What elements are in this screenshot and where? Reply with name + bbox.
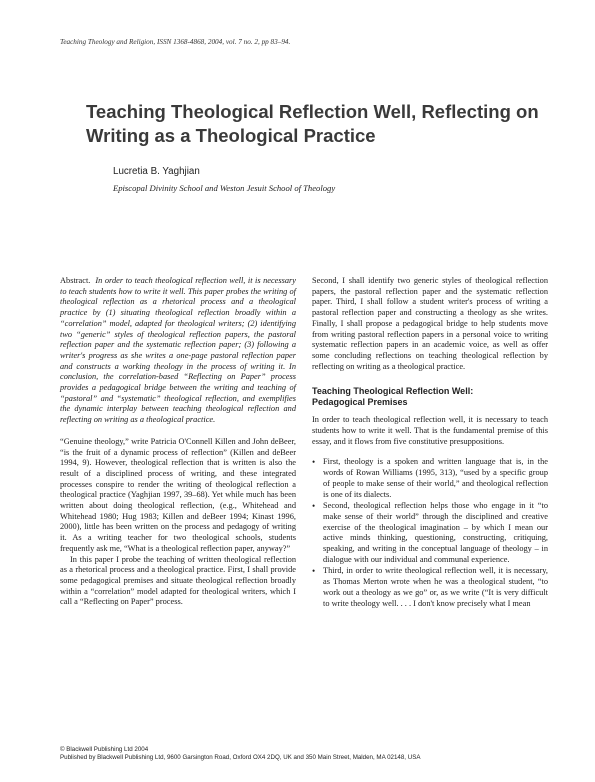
section-heading-line-2: Pedagogical Premises (312, 397, 408, 408)
abstract (60, 276, 296, 426)
journal-citation: Teaching Theology and Religion, ISSN 1368-4868, 2004, vol. 7 no. 2, pp 83–94. (60, 38, 291, 46)
abstract-label: Abstract. (60, 276, 91, 285)
body-paragraph-3: Second, I shall identify two generic styles of theological reflection papers, the pastoral reflection paper and the systematic reflection paper. Third, I shall follow a student writer's process of writing a pastoral reflection paper and constructing a theology as she writes. Finally, I shall propose a pedagogical bridge to help students move from writing pastoral reflection papers in a personal voice to writing systematic reflection papers in an academic voice, as well as offer some concluding reflections on teaching theological reflection by reflecting on writing as a theological practice. (312, 276, 548, 371)
list-item (312, 566, 548, 609)
bullet-icon: • (312, 457, 316, 468)
author-affiliation: Episcopal Divinity School and Weston Jesuit School of Theology (113, 183, 336, 193)
author-name: Lucretia B. Yaghjian (113, 166, 200, 177)
list-item (312, 457, 548, 500)
body-paragraph-2: In this paper I probe the teaching of written theological reflection as a rhetorical process and a theological practice. First, I shall provide some pedagogical premises and situate theological reflection broadly within a “correlation” model adapted for theological writers, which I call a “Reflecting on Paper” process. (60, 554, 296, 607)
bullet-icon: • (312, 566, 316, 577)
right-column (312, 276, 548, 610)
article-title: Teaching Theological Reflection Well, Reflecting on Writing as a Theological Practice (86, 101, 539, 146)
section-heading (312, 386, 548, 408)
list-item (312, 501, 548, 565)
left-column (60, 276, 296, 608)
body-paragraph-1: “Genuine theology,” write Patricia O'Connell Killen and John deBeer, “is the fruit of a dynamic process of reflection” (Killen and deBeer 1994, 9). However, theological reflection that is written is also the result of a disciplined process of writing, and these integrated processes conspire to render the writing of theological reflection a theological practice (Yaghjian 1997, 39–68). Yet while much has been written about doing theological reflection, (e.g., Whitehead and Whitehead 1980; Hug 1983; Killen and deBeer 1994; Kinast 1996, 2000), little has been written on the process and pedagogy of writing it. As a writing teacher for two theological schools, students frequently ask me, “What is a theological reflection paper, anyway?” (60, 436, 296, 553)
premises-list (312, 457, 548, 609)
section-heading-line-1: Teaching Theological Reflection Well: (312, 386, 474, 397)
body-paragraph-4: In order to teach theological reflection well, it is necessary to teach students how to write it well. That is the fundamental premise of this essay, and it flows from five constitutive presuppositions. (312, 415, 548, 446)
list-item-text: Second, theological reflection helps those who engage in it “to make sense of their world” through the disciplined and creative exercise of the theological imagination – by which I mean our active minds thinking, questioning, constructing, critiquing, speaking, and writing in the conceptual language of theology – in dialogue with our individual and communal experience. (323, 501, 548, 564)
bullet-icon: • (312, 501, 316, 512)
list-item-text: Third, in order to write theological reflection well, it is necessary, as Thomas Merton wrote when he was a theological student, “to work out a theology as we go” or, as we write (“It is very difficult to write theology well. . . . I don't know precisely what I mean (323, 566, 548, 608)
copyright-line: © Blackwell Publishing Ltd 2004 (60, 746, 149, 753)
page-footer (60, 746, 420, 762)
publisher-line: Published by Blackwell Publishing Ltd, 9600 Garsington Road, Oxford OX4 2DQ, UK and 350 Main Street, Malden, MA 02148, USA (60, 754, 421, 761)
abstract-text: In order to teach theological reflection well, it is necessary to teach students how to write it well. This paper probes the writing of theological reflection as a rhetorical process and a theological practice by (1) situating theological reflection broadly within a “correlation” model, adapted for theological writers; (2) identifying two “generic” styles of theological reflection papers, the pastoral reflection paper and the systematic reflection paper; (3) following a writer's progress as she writes a one-page pastoral reflection paper and constructs a working theology in the process of writing it. In conclusion, the correlation-based “Reflecting on Paper” process provides a pedagogical bridge between the writing and teaching of “pastoral” and “systematic” theological reflection, and exemplifies the dynamic interplay between teaching theological reflection and reflecting on writing as a theological practice. (60, 276, 297, 425)
list-item-text: First, theology is a spoken and written language that is, in the words of Rowan Williams (1995, 313), “used by a specific group of people to make sense of their world,” and theological reflection is one of its dialects. (323, 457, 548, 499)
